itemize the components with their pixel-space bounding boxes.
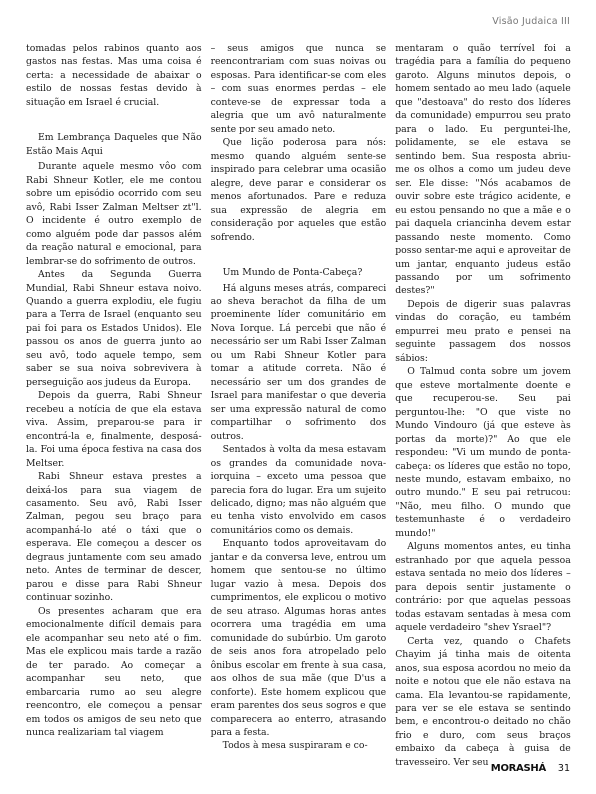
paragraph: Depois de digerir suas palavras vindas do coração, eu também empurrei meu prato e pensei na seguinte passagem dos nossos sábios: (395, 298, 571, 364)
page-number: 31 (557, 763, 570, 774)
paragraph: Rabi Shneur estava prestes a deixá-los para sua viagem de casamento. Seu avô, Rabi Isser Zalman, pegou seu braço para acompanhá-lo até o táxi que o esperava. Ele começou a descer os degraus juntamente com seu amado neto. Antes de terminar de descer, parou e disse para Rabi Shneur continuar sozinho. (26, 471, 202, 604)
paragraph: – seus amigos que nunca se reencontrariam com suas noivas ou esposas. Para identificar-se com eles – com suas enormes perdas – ele conteve-se de expressar toda a alegria que um avô naturalmente sente por seu amado neto. (210, 43, 387, 135)
paragraph: Enquanto todos aproveitavam do jantar e da conversa leve, entrou um homem que sentou-se no último lugar vazio à mesa. Depois dos cumprimentos, ele explicou o motivo de seu atraso. Algumas horas antes ocorrera uma tragédia em uma comunidade do subúrbio. Um garoto de seis anos fora atropelado pelo ônibus escolar em frente à sua casa, aos olhos de sua mãe (que D'us a conforte). Este homem explicou que eram parentes dos seus sogros e que comparecera ao enterro, atrasando para a festa. (210, 538, 387, 738)
paragraph: Que lição poderosa para nós: mesmo quando alguém sente-se inspirado para celebrar uma ocasião alegre, deve parar e considerar os menos afortunados. Pare e reduza sua expressão de alegria em consideração por aqueles que estão sofrendo. (210, 137, 387, 243)
paragraph: mentaram o quão terrível foi a tragédia para a família do pequeno garoto. Alguns minutos depois, o homem sentado ao meu lado (aquele que "destoava" do resto dos líderes da comunidade) empurrou seu prato para o lado. Eu perguntei-lhe, polidamente, se ele estava se sentindo bem. Sua resposta abriu-me os olhos a como um judeu deve ser. Ele disse: "Nós acabamos de ouvir sobre este trágico acidente, e eu estou pensando no que a mãe e o pai daquela criancinha devem estar passando neste momento. Como posso sentar-me aqui e aproveitar de um jantar, enquanto judeus estão passando por um sofrimento destes?" (395, 43, 571, 297)
article-body (26, 42, 571, 768)
paragraph: Antes da Segunda Guerra Mundial, Rabi Shneur estava noivo. Quando a guerra explodiu, ele fugiu para a Terra de Israel (enquanto seu pai foi para os Estados Unidos). Ele passou os anos de guerra junto ao seu avô, todo aquele tempo, sem saber se sua noiva sobrevivera à perseguição aos judeus da Europa. (26, 269, 202, 388)
text-column-2 (211, 42, 387, 754)
paragraph: Há alguns meses atrás, compareci ao sheva berachot da filha de um proeminente líder comunitário em Nova Iorque. Lá percebi que não é necessário ser um Rabi Isser Zalman ou um Rabi Shneur Kotler para tomar a atitude correta. Não é necessário ser um dos grandes de Israel para manifestar o que deveria ser uma expressão natural de como compartilhar o sofrimento dos outros. (210, 282, 387, 442)
paragraph: Certa vez, quando o Chafets Chayim já tinha mais de oitenta anos, sua esposa acordou no meio da noite e notou que ele não estava na cama. Ela levantou-se rapidamente, para ver se ele estava se sentindo bem, e encontrou-o deitado no chão frio e duro, com seus braços embaixo da cabeça à guisa de travesseiro. Ver seu (395, 635, 571, 768)
magazine-logo: MORASHÁ (490, 763, 546, 774)
paragraph: tomadas pelos rabinos quanto aos gastos nas festas. Mas uma coisa é certa: a necessidade de abaixar o estilo de nossas festas devido à situação em Israel é crucial. (26, 43, 202, 108)
section-heading: Em Lembrança Daqueles que Não Estão Mais Aqui (26, 132, 202, 157)
text-column-1 (26, 42, 202, 754)
paragraph: Os presentes acharam que era emocionalmente difícil demais para ele acompanhar seu neto até o fim. Mas ele explicou mais tarde a razão de ter parado. Ao começar a acompanhar seu neto, que embarcaria rumo ao seu alegre reencontro, ele começou a pensar em todos os amigos de seu neto que nunca realizariam tal viagem (26, 605, 202, 738)
text-column-3 (395, 42, 571, 768)
paragraph: Depois da guerra, Rabi Shneur recebeu a notícia de que ela estava viva. Assim, preparou-se para ir encontrá-la e, finalmente, desposá-la. Foi uma época festiva na casa dos Meltser. (26, 390, 202, 469)
paragraph: Durante aquele mesmo vôo com Rabi Shneur Kotler, ele me contou sobre um episódio ocorrido com seu avô, Rabi Isser Zalman Meltser zt"l. O incidente é outro exemplo de como alguém pode dar passos além da reação natural e emocional, para lembrar-se do sofrimento de outros. (26, 161, 202, 267)
running-title: Visão Judaica III (492, 16, 570, 27)
section-heading: Um Mundo de Ponta-Cabeça? (222, 267, 363, 279)
page-footer (491, 763, 570, 774)
paragraph: Todos à mesa suspiraram e co- (222, 740, 368, 752)
paragraph: O Talmud conta sobre um jovem que esteve mortalmente doente e que recuperou-se. Seu pai perguntou-lhe: "O que viste no Mundo Vindouro (já que esteve às portas da morte)?" Ao que ele respondeu: "Vi um mundo de ponta-cabeça: os líderes que estão no topo, neste mundo, estavam embaixo, no outro mundo." E seu pai retrucou: "Não, meu filho. O mundo que testemunhaste é o verdadeiro mundo!" (395, 366, 571, 539)
paragraph: Alguns momentos antes, eu tinha estranhado por que aquela pessoa estava sentada no meio dos líderes – para depois sentir justamente o contrário: por que aquelas pessoas todas estavam sentadas à mesa com aquele verdadeiro "shev Ysrael"? (395, 541, 571, 634)
paragraph: Sentados à volta da mesa estavam os grandes da comunidade nova-iorquina – exceto uma pessoa que parecia fora do lugar. Era um sujeito delicado, digno; mas não alguém que eu tenha visto envolvido em casos comunitários como os demais. (210, 444, 387, 536)
